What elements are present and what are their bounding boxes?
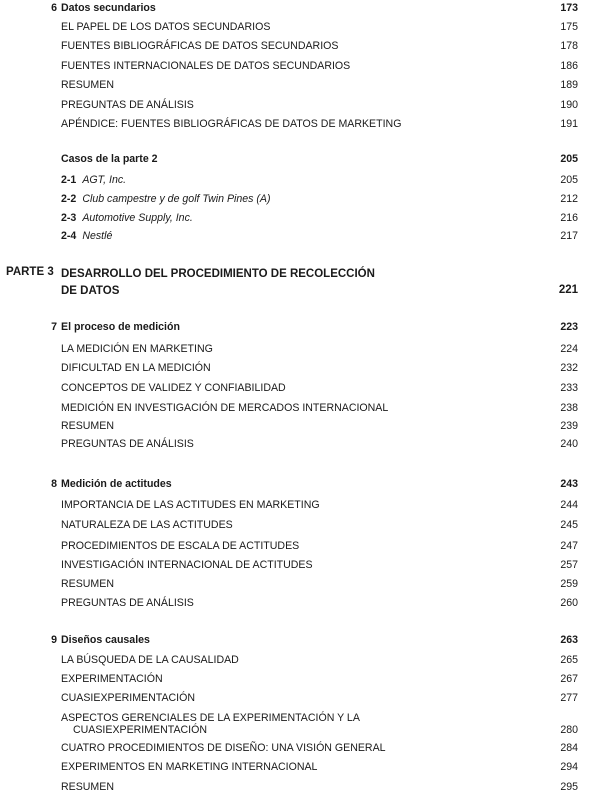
page-number: 205 [560, 174, 578, 186]
page-number: 277 [560, 692, 578, 704]
page-number: 212 [560, 193, 578, 205]
page-number: 280 [560, 724, 578, 736]
item-title: LA MEDICIÓN EN MARKETING [61, 343, 213, 355]
page-number: 294 [560, 761, 578, 773]
chapter-title: Datos secundarios [61, 2, 156, 14]
item-title: APÉNDICE: FUENTES BIBLIOGRÁFICAS DE DATOS DE MARKETING [61, 118, 402, 130]
page-number: 217 [560, 230, 578, 242]
item-title: PREGUNTAS DE ANÁLISIS [61, 438, 194, 450]
page-number: 245 [560, 519, 578, 531]
item-title: RESUMEN [61, 781, 114, 793]
page-number: 232 [560, 362, 578, 374]
page-number: 191 [560, 118, 578, 130]
case-name: AGT, Inc. [82, 174, 127, 186]
chapter-number: 7 [51, 321, 57, 333]
cases-head-title: Casos de la parte 2 [61, 153, 158, 165]
page-number: 186 [560, 60, 578, 72]
page-number: 189 [560, 79, 578, 91]
case-title [61, 193, 501, 205]
item-title: CUASIEXPERIMENTACIÓN [61, 692, 196, 704]
page-number: 240 [560, 438, 578, 450]
page-number: 175 [560, 21, 578, 33]
item-title: EXPERIMENTACIÓN [61, 673, 163, 685]
page-number: 259 [560, 578, 578, 590]
page-number: 190 [560, 99, 578, 111]
chapter-number: 6 [51, 2, 57, 14]
page-number: 216 [560, 212, 578, 224]
page-number: 238 [560, 402, 578, 414]
chapter-number: 9 [51, 634, 57, 646]
case-number: 2-4 [61, 230, 77, 242]
item-title: RESUMEN [61, 79, 114, 91]
page-number: 265 [560, 654, 578, 666]
page-number: 233 [560, 382, 578, 394]
item-title: LA BÚSQUEDA DE LA CAUSALIDAD [61, 654, 239, 666]
page-number: 224 [560, 343, 578, 355]
chapter-title: Diseños causales [61, 634, 150, 646]
page-number: 247 [560, 540, 578, 552]
case-number: 2-2 [61, 193, 77, 205]
page-number: 205 [560, 153, 578, 165]
page-number: 267 [560, 673, 578, 685]
page-number: 263 [560, 634, 578, 646]
chapter-title: Medición de actitudes [61, 478, 172, 490]
item-title: CUATRO PROCEDIMIENTOS DE DISEÑO: UNA VISIÓN GENERAL [61, 742, 386, 754]
case-name: Automotive Supply, Inc. [82, 212, 193, 224]
case-number: 2-1 [61, 174, 77, 186]
case-title [61, 230, 501, 242]
item-title: PROCEDIMIENTOS DE ESCALA DE ACTITUDES [61, 540, 300, 552]
chapter-title: El proceso de medición [61, 321, 180, 333]
case-title [61, 212, 501, 224]
page-number: 257 [560, 559, 578, 571]
page-number: 223 [560, 321, 578, 333]
case-name: Club campestre y de golf Twin Pines (A) [82, 193, 271, 205]
case-title [61, 174, 501, 186]
chapter-number: 8 [51, 478, 57, 490]
part-number: PARTE 3 [6, 266, 54, 278]
item-title: EL PAPEL DE LOS DATOS SECUNDARIOS [61, 21, 271, 33]
item-title: PREGUNTAS DE ANÁLISIS [61, 597, 194, 609]
page-number: 295 [560, 781, 578, 793]
page-number: 260 [560, 597, 578, 609]
item-title: DIFICULTAD EN LA MEDICIÓN [61, 362, 211, 374]
page-number: 178 [560, 40, 578, 52]
page-number: 221 [558, 284, 578, 296]
item-title: CONCEPTOS DE VALIDEZ Y CONFIABILIDAD [61, 382, 286, 394]
item-title: RESUMEN [61, 578, 114, 590]
item-title: EXPERIMENTOS EN MARKETING INTERNACIONAL [61, 761, 318, 773]
page-number: 243 [560, 478, 578, 490]
item-title: RESUMEN [61, 420, 114, 432]
page-number: 239 [560, 420, 578, 432]
item-title: FUENTES BIBLIOGRÁFICAS DE DATOS SECUNDARIOS [61, 40, 339, 52]
item-title: INVESTIGACIÓN INTERNACIONAL DE ACTITUDES [61, 559, 313, 571]
item-title: FUENTES INTERNACIONALES DE DATOS SECUNDARIOS [61, 60, 351, 72]
item-title: IMPORTANCIA DE LAS ACTITUDES EN MARKETING [61, 499, 320, 511]
item-title: NATURALEZA DE LAS ACTITUDES [61, 519, 233, 531]
part-title: DESARROLLO DEL PROCEDIMIENTO DE RECOLECCIÓN DE DATOS [61, 268, 375, 297]
item-title: MEDICIÓN EN INVESTIGACIÓN DE MERCADOS INTERNACIONAL [61, 402, 389, 414]
item-title: ASPECTOS GERENCIALES DE LA EXPERIMENTACIÓN Y LA CUASIEXPERIMENTACIÓN [61, 712, 360, 736]
page-number: 244 [560, 499, 578, 511]
item-title: PREGUNTAS DE ANÁLISIS [61, 99, 194, 111]
case-number: 2-3 [61, 212, 77, 224]
case-name: Nestlé [82, 230, 113, 242]
page-number: 284 [560, 742, 578, 754]
page-number: 173 [560, 2, 578, 14]
